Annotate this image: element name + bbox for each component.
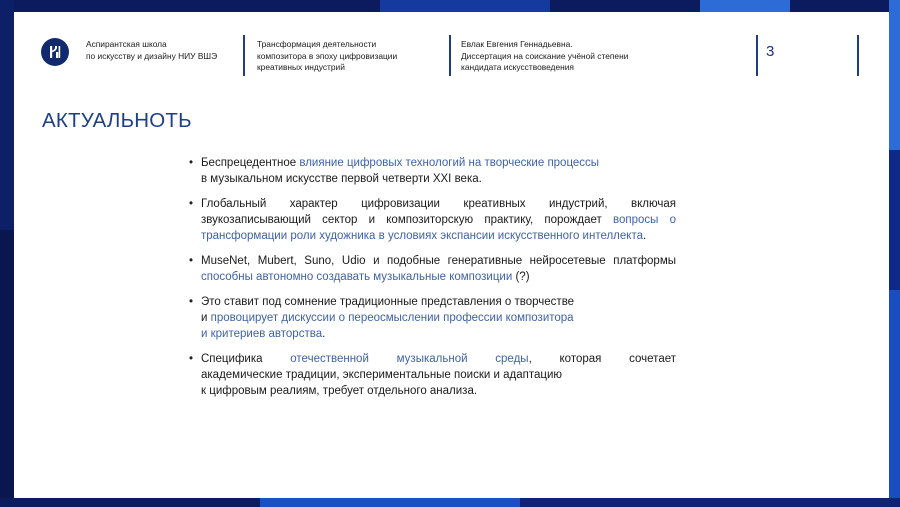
header-school bbox=[86, 39, 217, 62]
hse-logo-icon bbox=[41, 38, 69, 66]
bullet-item bbox=[186, 351, 676, 399]
header-topic-line: креативных индустрий bbox=[257, 62, 345, 73]
bullet-text: Это ставит под сомнение традиционные представления о творчестве bbox=[201, 296, 575, 308]
bullet-marker: • bbox=[189, 255, 194, 267]
bullet-marker: • bbox=[189, 198, 194, 210]
bullet-text: в музыкальном искусстве первой четверти XXI века. bbox=[201, 173, 482, 185]
bullet-item bbox=[186, 253, 676, 285]
header-school-line: по искусству и дизайну НИУ ВШЭ bbox=[86, 50, 218, 61]
highlighted-text: вопросы о трансформации роли художника в условиях экспансии искусственного интеллекта bbox=[201, 214, 676, 242]
bullet-line bbox=[201, 326, 676, 342]
bullet-line bbox=[201, 171, 676, 187]
header-topic-line: композитора в эпоху цифровизации bbox=[257, 50, 398, 61]
bullet-text: Специфика bbox=[201, 353, 291, 365]
header-author bbox=[461, 39, 628, 74]
header-divider bbox=[449, 35, 451, 76]
bullet-item bbox=[186, 196, 676, 244]
bullet-marker: • bbox=[189, 353, 194, 365]
bullet-text: (?) bbox=[512, 271, 530, 283]
slide-title: АКТУАЛЬНОТЬ bbox=[42, 109, 192, 132]
header-author-line: кандидата искусствоведения bbox=[461, 62, 574, 73]
highlighted-text: способны автономно создавать музыкальные композиции bbox=[201, 271, 513, 283]
bullet-text: к цифровым реалиям, требует отдельного анализа. bbox=[201, 385, 478, 397]
bullet-item bbox=[186, 294, 676, 342]
bullet-line bbox=[201, 367, 676, 383]
header-author-line: Евлак Евгения Геннадьевна. bbox=[461, 39, 573, 49]
bullet-line bbox=[201, 351, 676, 367]
bullet-line bbox=[201, 155, 676, 171]
header-divider bbox=[756, 35, 758, 76]
bullet-line bbox=[201, 294, 676, 310]
bullet-marker: • bbox=[189, 296, 194, 308]
header-divider bbox=[857, 35, 859, 76]
bullet-item bbox=[186, 155, 676, 187]
highlighted-text: влияние цифровых технологий на творческие процессы bbox=[299, 157, 600, 169]
highlighted-text: и критериев авторства bbox=[201, 328, 323, 340]
page-number: 3 bbox=[766, 43, 775, 60]
bullet-text: Беспрецедентное bbox=[201, 157, 300, 169]
header-author-line: Диссертация на соискание учёной степени bbox=[461, 50, 629, 61]
bullet-list bbox=[186, 155, 676, 408]
slide bbox=[14, 12, 889, 498]
bullet-text: . bbox=[322, 328, 326, 340]
bullet-line bbox=[201, 310, 676, 326]
bullet-text: академические традиции, экспериментальные поиски и адаптацию bbox=[201, 369, 562, 381]
bullet-line bbox=[201, 383, 676, 399]
bullet-text: Глобальный характер цифровизации креативных индустрий, включая звукозаписывающий сектор и композиторскую практику, порождает bbox=[201, 198, 676, 226]
header-topic bbox=[257, 39, 397, 74]
header-topic-line: Трансформация деятельности bbox=[257, 39, 377, 49]
bullet-marker: • bbox=[189, 157, 194, 169]
bullet-text: , которая сочетает bbox=[528, 353, 676, 365]
header-school-line: Аспирантская школа bbox=[86, 39, 167, 49]
header-divider bbox=[243, 35, 245, 76]
bullet-text: . bbox=[642, 230, 647, 242]
bullet-text: и bbox=[201, 312, 211, 324]
highlighted-text: отечественной музыкальной среды bbox=[290, 353, 529, 365]
highlighted-text: провоцирует дискуссии о переосмыслении профессии композитора bbox=[210, 312, 574, 324]
bullet-text: MuseNet, Mubert, Suno, Udio и подобные генеративные нейросетевые платформы bbox=[201, 255, 676, 267]
